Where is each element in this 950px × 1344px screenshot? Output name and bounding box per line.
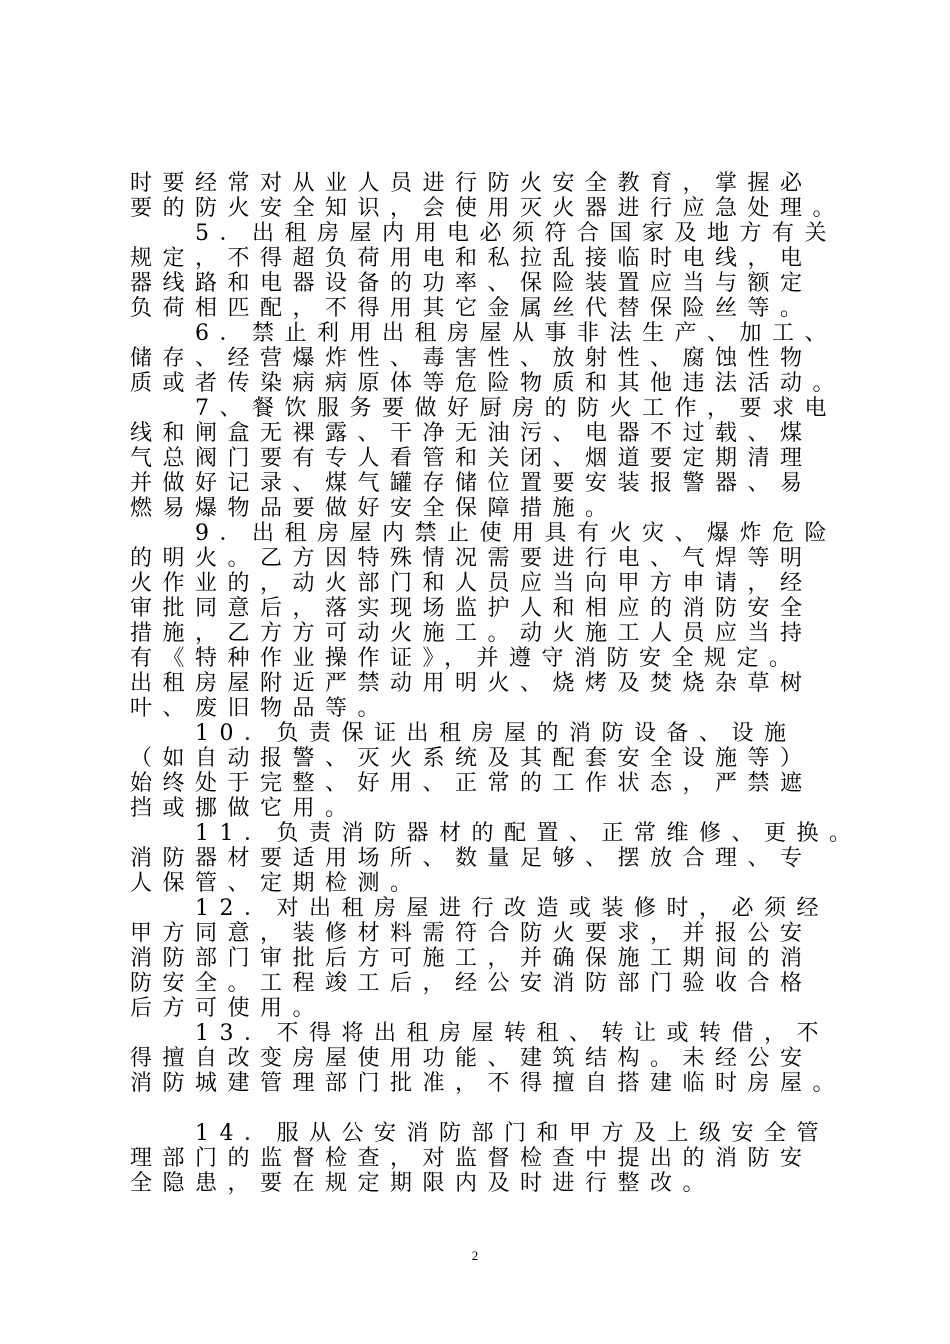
text-line: 的明火。乙方因特殊情况需要进行电、气焊等明 — [130, 546, 813, 571]
text-line: 12．对出租房屋进行改造或装修时，必须经 — [130, 896, 829, 921]
text-line: 储存、经营爆炸性、毒害性、放射性、腐蚀性物 — [130, 346, 813, 371]
text-line: 防安全。工程竣工后，经公安消防部门验收合格 — [130, 971, 813, 996]
text-line: 质或者传染病病原体等危险物质和其他违法活动。 — [130, 371, 846, 396]
text-line: 叶、废旧物品等。 — [130, 696, 391, 721]
text-line: 措施，乙方方可动火施工。动火施工人员应当持 — [130, 621, 813, 646]
text-line: 7、餐饮服务要做好厨房的防火工作，要求电 — [130, 396, 837, 421]
text-line: 负荷相匹配，不得用其它金属丝代替保险丝等。 — [130, 296, 813, 321]
text-line: 燃易爆物品要做好安全保障措施。 — [130, 496, 618, 521]
text-line: 后方可使用。 — [130, 996, 326, 1021]
text-line: 挡或挪做它用。 — [130, 796, 358, 821]
text-line: 有《特种作业操作证》，并遵守消防安全规定。 — [130, 646, 802, 671]
text-line: 14．服从公安消防部门和甲方及上级安全管 — [130, 1121, 829, 1146]
text-line: 9．出租房屋内禁止使用具有火灾、爆炸危险 — [130, 521, 837, 546]
text-line: 消防器材要适用场所、数量足够、摆放合理、专 — [130, 846, 813, 871]
text-line: 并做好记录、煤气罐存储位置要安装报警器、易 — [130, 471, 813, 496]
text-line: （如自动报警、灭火系统及其配套安全设施等） — [130, 746, 813, 771]
text-line — [130, 1096, 830, 1121]
text-line: 气总阀门要有专人看管和关闭、烟道要定期清理 — [130, 446, 813, 471]
text-line: 11．负责消防器材的配置、正常维修、更换。 — [130, 821, 862, 846]
text-line: 审批同意后，落实现场监护人和相应的消防安全 — [130, 596, 813, 621]
text-line: 出租房屋附近严禁动用明火、烧烤及焚烧杂草树 — [130, 671, 813, 696]
text-line: 10．负责保证出租房屋的消防设备、设施 — [130, 721, 797, 746]
document-body — [130, 171, 862, 1196]
text-line: 甲方同意，装修材料需符合防火要求，并报公安 — [130, 921, 813, 946]
text-line: 13．不得将出租房屋转租、转让或转借，不 — [130, 1021, 829, 1046]
text-line: 时要经常对从业人员进行防火安全教育，掌握必 — [130, 171, 813, 196]
text-line: 6．禁止利用出租房屋从事非法生产、加工、 — [130, 321, 837, 346]
text-line: 线和闸盒无裸露、干净无油污、电器不过载、煤 — [130, 421, 813, 446]
text-line: 理部门的监督检查，对监督检查中提出的消防安 — [130, 1146, 813, 1171]
text-line: 火作业的，动火部门和人员应当向甲方申请，经 — [130, 571, 813, 596]
text-line: 器线路和电器设备的功率、保险装置应当与额定 — [130, 271, 813, 296]
text-line: 要的防火安全知识，会使用灭火器进行应急处理。 — [130, 196, 846, 221]
page-number: 2 — [471, 1248, 479, 1263]
text-line: 规定，不得超负荷用电和私拉乱接临时电线，电 — [130, 246, 813, 271]
text-line: 始终处于完整、好用、正常的工作状态，严禁遮 — [130, 771, 813, 796]
text-line: 全隐患，要在规定期限内及时进行整改。 — [130, 1171, 716, 1196]
text-line: 得擅自改变房屋使用功能、建筑结构。未经公安 — [130, 1046, 813, 1071]
text-line: 消防部门审批后方可施工，并确保施工期间的消 — [130, 946, 813, 971]
text-line: 人保管、定期检测。 — [130, 871, 423, 896]
text-line: 5．出租房屋内用电必须符合国家及地方有关 — [130, 221, 837, 246]
text-line: 消防城建管理部门批准，不得擅自搭建临时房屋。 — [130, 1071, 846, 1096]
